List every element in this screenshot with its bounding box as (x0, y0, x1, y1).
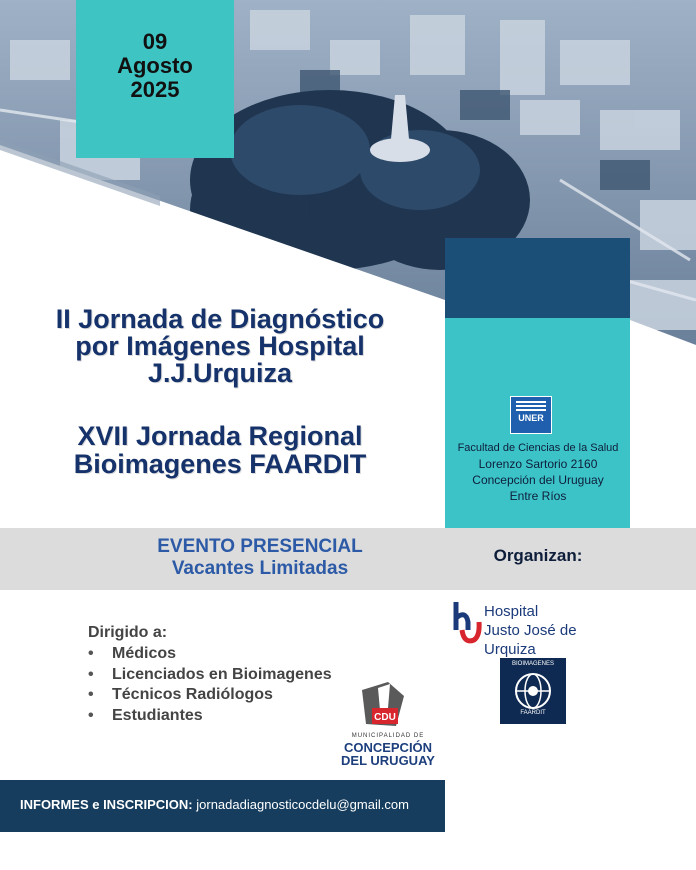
bullet-icon: • (88, 645, 94, 662)
event-type: EVENTO PRESENCIAL (157, 536, 363, 557)
side-panel-dark (445, 238, 630, 318)
municipality-label: MUNICIPALIDAD DE (351, 733, 425, 739)
municipality-logo-icon (358, 678, 408, 730)
bullet-icon: • (88, 706, 94, 724)
city: Concepción del Uruguay (472, 473, 604, 487)
hospital-logo-icon (452, 600, 482, 648)
list-item (88, 706, 332, 727)
audience-item: Estudiantes (112, 706, 203, 724)
audience-item: Licenciados en Bioimagenes (112, 665, 332, 683)
bullet-icon: • (88, 665, 94, 683)
audience-item: Médicos (112, 645, 177, 662)
venue-address (448, 440, 628, 504)
title-line-4: XVII Jornada Regional (77, 421, 363, 451)
list-item (88, 644, 332, 665)
muni-badge-text: CDU (374, 712, 396, 723)
date-year: 2025 (130, 77, 180, 102)
footer-label: INFORMES e INSCRIPCION: (20, 797, 193, 812)
title-line-3: J.J.Urquiza (147, 358, 293, 388)
municipality-name (338, 741, 438, 767)
hospital-line-1: Hospital (484, 603, 539, 620)
title-line-1: II Jornada de Diagnóstico (55, 304, 385, 334)
street-address: Lorenzo Sartorio 2160 (478, 457, 598, 471)
contact-email[interactable]: jornadadiagnosticocdelu@gmail.com (196, 797, 409, 812)
main-title (10, 306, 430, 387)
province: Entre Ríos (509, 489, 567, 503)
uner-logo-text: UNER (518, 413, 544, 423)
event-note: Vacantes Limitadas (171, 558, 349, 579)
secondary-title (10, 422, 430, 478)
footer-contact (20, 797, 409, 812)
title-line-5: Bioimagenes FAARDIT (73, 449, 367, 479)
hospital-line-2: Justo José de Urquiza (484, 622, 577, 658)
faardit-bottom-text: FAARDIT (520, 710, 546, 716)
waves-icon (516, 401, 546, 411)
municipality-line-1: CONCEPCIÓN (343, 740, 433, 755)
uner-logo (510, 396, 552, 434)
municipality-line-2: DEL URUGUAY (341, 753, 435, 768)
hospital-name (484, 602, 628, 659)
facultad-name: Facultad de Ciencias de la Salud (457, 442, 619, 454)
event-date (76, 30, 234, 102)
date-month: Agosto (117, 53, 193, 78)
audience-item: Técnicos Radiólogos (112, 686, 273, 703)
bullet-icon: • (88, 686, 94, 703)
event-info (70, 536, 450, 580)
list-item (88, 685, 332, 706)
organizers-label: Organizan: (493, 546, 583, 565)
faardit-top-text: BIOIMAGENES (511, 661, 554, 667)
date-day: 09 (142, 29, 168, 54)
title-line-2: por Imágenes Hospital (75, 331, 365, 361)
list-item (88, 665, 332, 686)
audience-list (88, 644, 332, 726)
audience-label: Dirigido a: (88, 624, 168, 641)
